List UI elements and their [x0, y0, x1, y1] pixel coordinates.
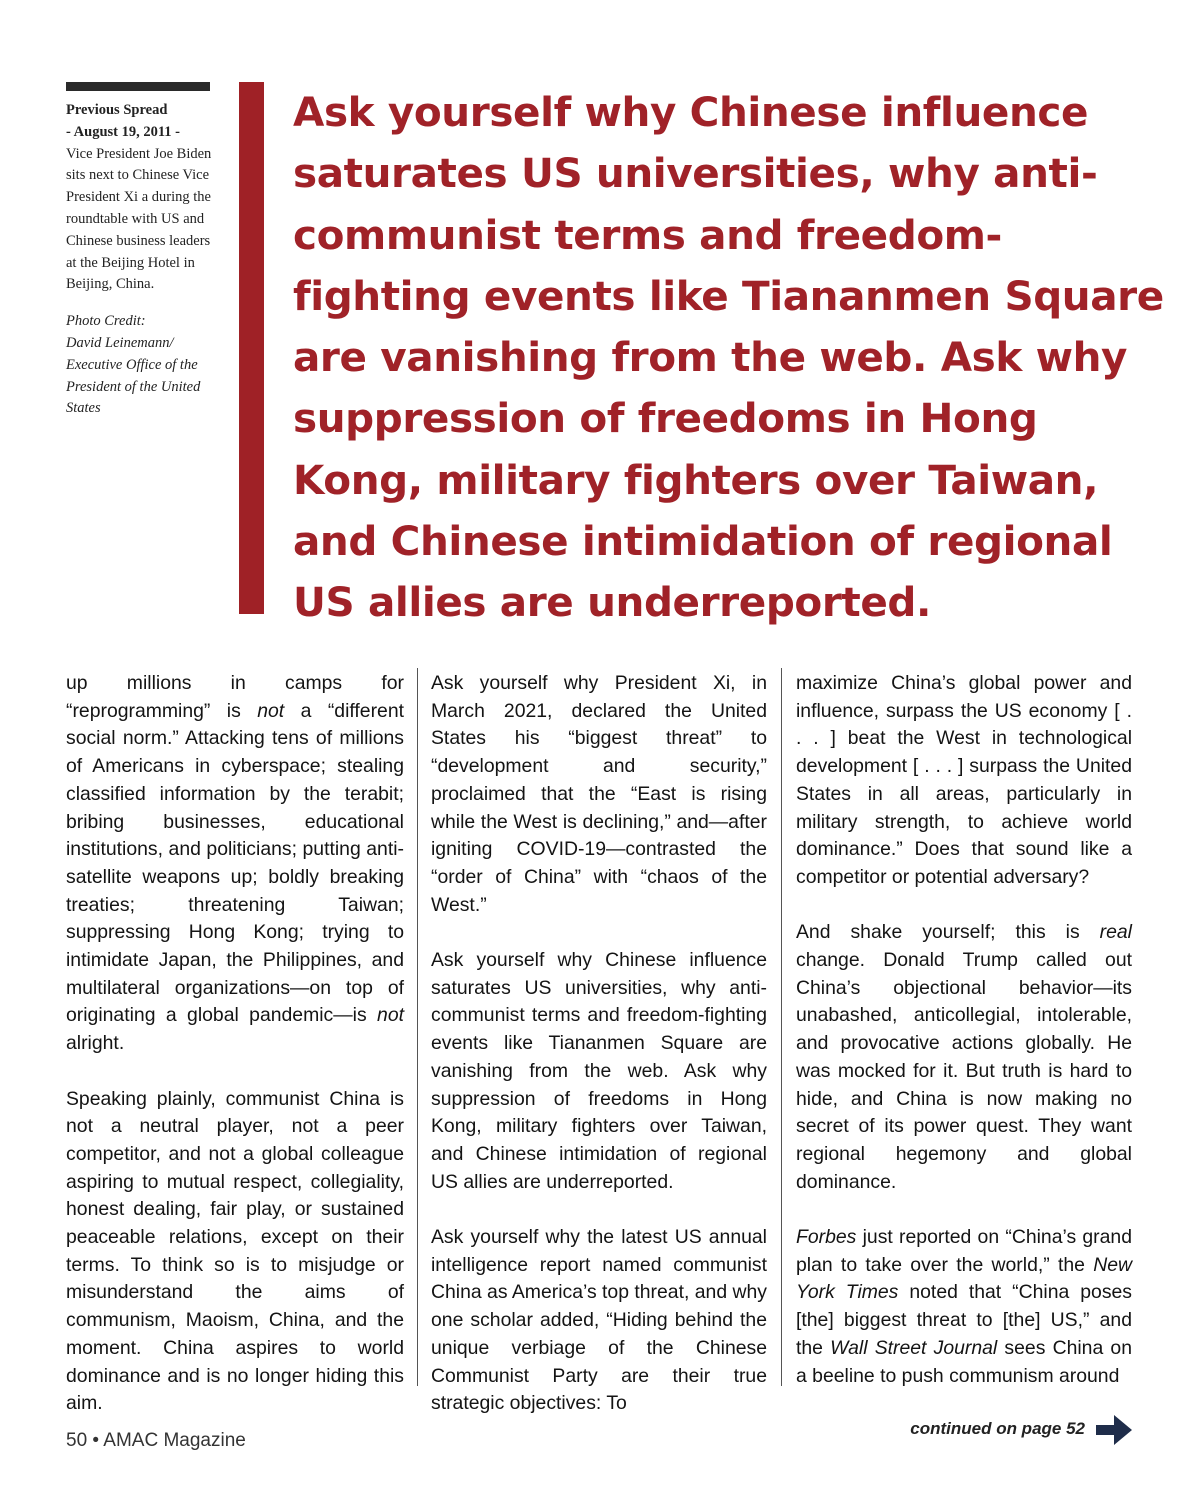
continued-link[interactable]: continued on page 52 — [910, 1419, 1085, 1438]
pullquote-line: suppression of freedoms in Hong — [293, 394, 1038, 443]
paragraph: up millions in camps for “reprogramming” is not a “different social norm.” Attacking tens of millions of Americans in cyberspace; stealing classified information by the terabit; bribing businesses, educational institutions, and politicians; putting anti-satellite weapons up; boldly breaking treaties; threatening Taiwan; suppressing Hong Kong; trying to intimidate Japan, the Philippines, and multilateral organizations—on top of originating a global pandemic—is not alright. — [66, 672, 404, 1055]
body-column-1 — [66, 670, 404, 1446]
pullquote-line: Ask yourself why Chinese influence — [293, 88, 1089, 136]
page-footer: 50 • AMAC Magazine — [66, 1430, 246, 1451]
pullquote-line: are vanishing from the web. Ask why — [293, 333, 1128, 382]
caption-text: Vice President Joe Biden sits next to Chinese Vice President Xi a during the roundtable with US and Chinese business leaders at the Beijing Hotel in Beijing, China. — [66, 145, 212, 293]
paragraph: And shake yourself; this is real change. Donald Trump called out China’s objectional behavior—its unabashed, anticollegial, intolerable, and provocative actions globally. He was mocked for it. But truth is hard to hide, and China is now making no secret of its power quest. They want regional hegemony and global dominance. — [796, 921, 1132, 1193]
paragraph: Ask yourself why the latest US annual intelligence report named communist China as America’s top threat, and why one scholar added, “Hiding behind the unique verbiage of the Chinese Communist Party are their true strategic objectives: To — [431, 1226, 767, 1415]
pullquote-line: Kong, military fighters over Taiwan, — [293, 455, 1099, 504]
caption-heading: Previous Spread — [66, 102, 168, 118]
paragraph: Ask yourself why President Xi, in March 2021, declared the United States his “biggest threat” to “development and security,” proclaimed that the “East is rising while the West is declining,” and—after igniting COVID-19—contrasted the “order of China” with “chaos of the West.” — [431, 672, 767, 916]
photo-credit — [66, 311, 216, 420]
pullquote-bar — [239, 82, 264, 614]
column-divider — [417, 668, 418, 1386]
paragraph: Forbes just reported on “China’s grand plan to take over the world,” the New York Times noted that “China poses [the] biggest threat to [the] US,” and the Wall Street Journal sees China on a beeline to push communism around — [796, 1226, 1133, 1387]
pullquote-line: communist terms and freedom- — [293, 210, 1002, 259]
photo-credit-label: Photo Credit: — [66, 313, 146, 330]
pullquote-line: and Chinese intimidation of regional — [293, 517, 1113, 566]
pullquote-line: US allies are underreported. — [293, 578, 932, 627]
paragraph: Speaking plainly, communist China is not a neutral player, not a peer competitor, and not a global colleague aspiring to mutual respect, collegiality, honest dealing, fair play, or sustained peaceable relations, except on their terms. To think so is to misjudge or misunderstand the aims of communism, Maoism, China, and the moment. China aspires to world dominance and is no longer hiding this aim. — [66, 1087, 404, 1415]
caption-date: - August 19, 2011 - — [66, 123, 181, 140]
arrow-right-icon[interactable] — [1094, 1412, 1134, 1448]
column-divider — [781, 668, 782, 1386]
body-column-2 — [431, 670, 767, 1446]
pullquote-line: fighting events like Tiananmen Square — [293, 271, 1164, 320]
body-column-3 — [796, 670, 1132, 1418]
paragraph: Ask yourself why Chinese influence saturates US universities, why anti-communist terms and freedom-fighting events like Tiananmen Square are vanishing from the web. Ask why suppression of freedoms in Hong Kong, military fighters over Taiwan, and Chinese intimidation of regional US allies are underreported. — [431, 949, 767, 1193]
caption-top-bar — [66, 82, 210, 91]
paragraph: maximize China’s global power and influence, surpass the US economy [ . . . ] beat the West in technological development [ . . . ] surpass the United States in all areas, particularly in military strength, to achieve world dominance.” Does that sound like a competitor or potential adversary? — [796, 672, 1132, 888]
photo-caption — [66, 100, 216, 420]
pullquote — [293, 82, 1164, 634]
photo-credit-text: David Leinemann/ Executive Office of the President of the United States — [66, 334, 201, 417]
pullquote-line: saturates US universities, why anti- — [293, 149, 1098, 198]
